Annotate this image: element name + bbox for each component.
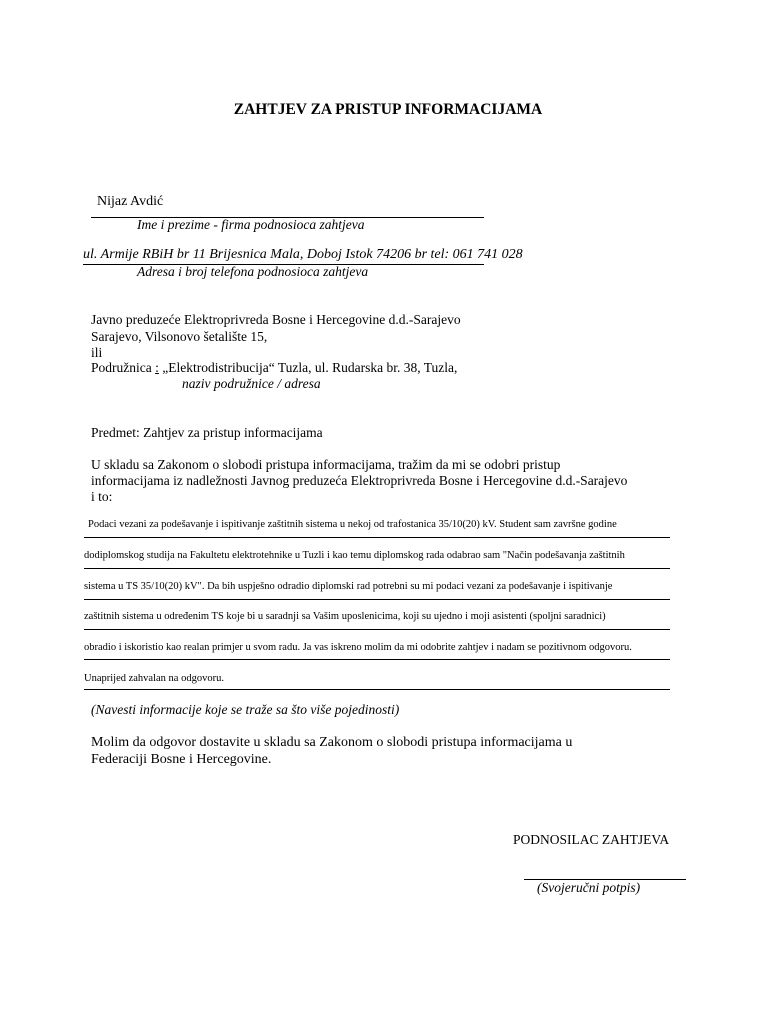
instruction-note: (Navesti informacije koje se traže sa što više pojedinosti): [91, 702, 400, 717]
branch-text: „Elektrodistribucija“ Tuzla, ul. Rudarska br. 38, Tuzla,: [162, 360, 458, 375]
request-rule: [84, 568, 670, 569]
signature-label: PODNOSILAC ZAHTJEVA: [513, 832, 670, 847]
intro-line-2: informacijama iz nadležnosti Javnog preduzeća Elektroprivreda Bosne i Hercegovine d.d.-Sarajevo: [91, 473, 628, 488]
branch-separator: :: [155, 360, 159, 375]
closing-line-1: Molim da odgovor dostavite u skladu sa Zakonom o slobodi pristupa informacijama u: [91, 735, 573, 750]
request-line: sistema u TS 35/10(20) kV". Da bih uspješno odradio diplomski rad potrebni su mi podaci vezani za podešavanje i ispitivanje: [84, 581, 613, 592]
request-rule: [84, 659, 670, 660]
recipient-branch: [91, 360, 457, 376]
name-caption: Ime i prezime - firma podnosioca zahtjeva: [137, 217, 365, 232]
address-caption: Adresa i broj telefona podnosioca zahtjeva: [137, 264, 369, 279]
request-line: zaštitnih sistema u određenim TS koje bi u saradnji sa Vašim uposlenicima, koji su ujedno i moji asistenti (spoljni saradnici): [84, 611, 606, 622]
request-line: Podaci vezani za podešavanje i ispitivanje zaštitnih sistema u nekoj od trafostanica 35/10(20) kV. Student sam završne godine: [88, 519, 617, 530]
request-rule: [84, 599, 670, 600]
request-rule: [84, 689, 670, 690]
branch-caption: naziv podružnice / adresa: [182, 376, 321, 391]
document-title: ZAHTJEV ZA PRISTUP INFORMACIJAMA: [233, 101, 543, 118]
signature-caption: (Svojeručni potpis): [537, 880, 641, 895]
request-rule: [84, 629, 670, 630]
recipient-line-2: Sarajevo, Vilsonovo šetalište 15,: [91, 329, 268, 344]
applicant-name: Nijaz Avdić: [97, 194, 164, 209]
request-line: obradio i iskoristio kao realan primjer u svom radu. Ja vas iskreno molim da mi odobrite zahtjev i nadam se pozitivnom odgovoru.: [84, 642, 632, 653]
request-line: dodiplomskog studija na Fakultetu elektrotehnike u Tuzli i kao temu diplomskog rada odabrao sam "Način podešavanja zaštitnih: [84, 550, 625, 561]
branch-prefix: Podružnica: [91, 360, 152, 375]
request-rule: [84, 537, 670, 538]
intro-line-1: U skladu sa Zakonom o slobodi pristupa informacijama, tražim da mi se odobri pristup: [91, 457, 561, 472]
subject-line: Predmet: Zahtjev za pristup informacijama: [91, 425, 323, 440]
applicant-address: ul. Armije RBiH br 11 Brijesnica Mala, Doboj Istok 74206 br tel: 061 741 028: [83, 247, 523, 262]
intro-line-3: i to:: [91, 489, 113, 504]
recipient-line-3: ili: [91, 345, 103, 360]
request-line: Unaprijed zahvalan na odgovoru.: [84, 673, 224, 684]
recipient-line-1: Javno preduzeće Elektroprivreda Bosne i Hercegovine d.d.-Sarajevo: [91, 312, 461, 327]
closing-line-2: Federaciji Bosne i Hercegovine.: [91, 752, 272, 767]
